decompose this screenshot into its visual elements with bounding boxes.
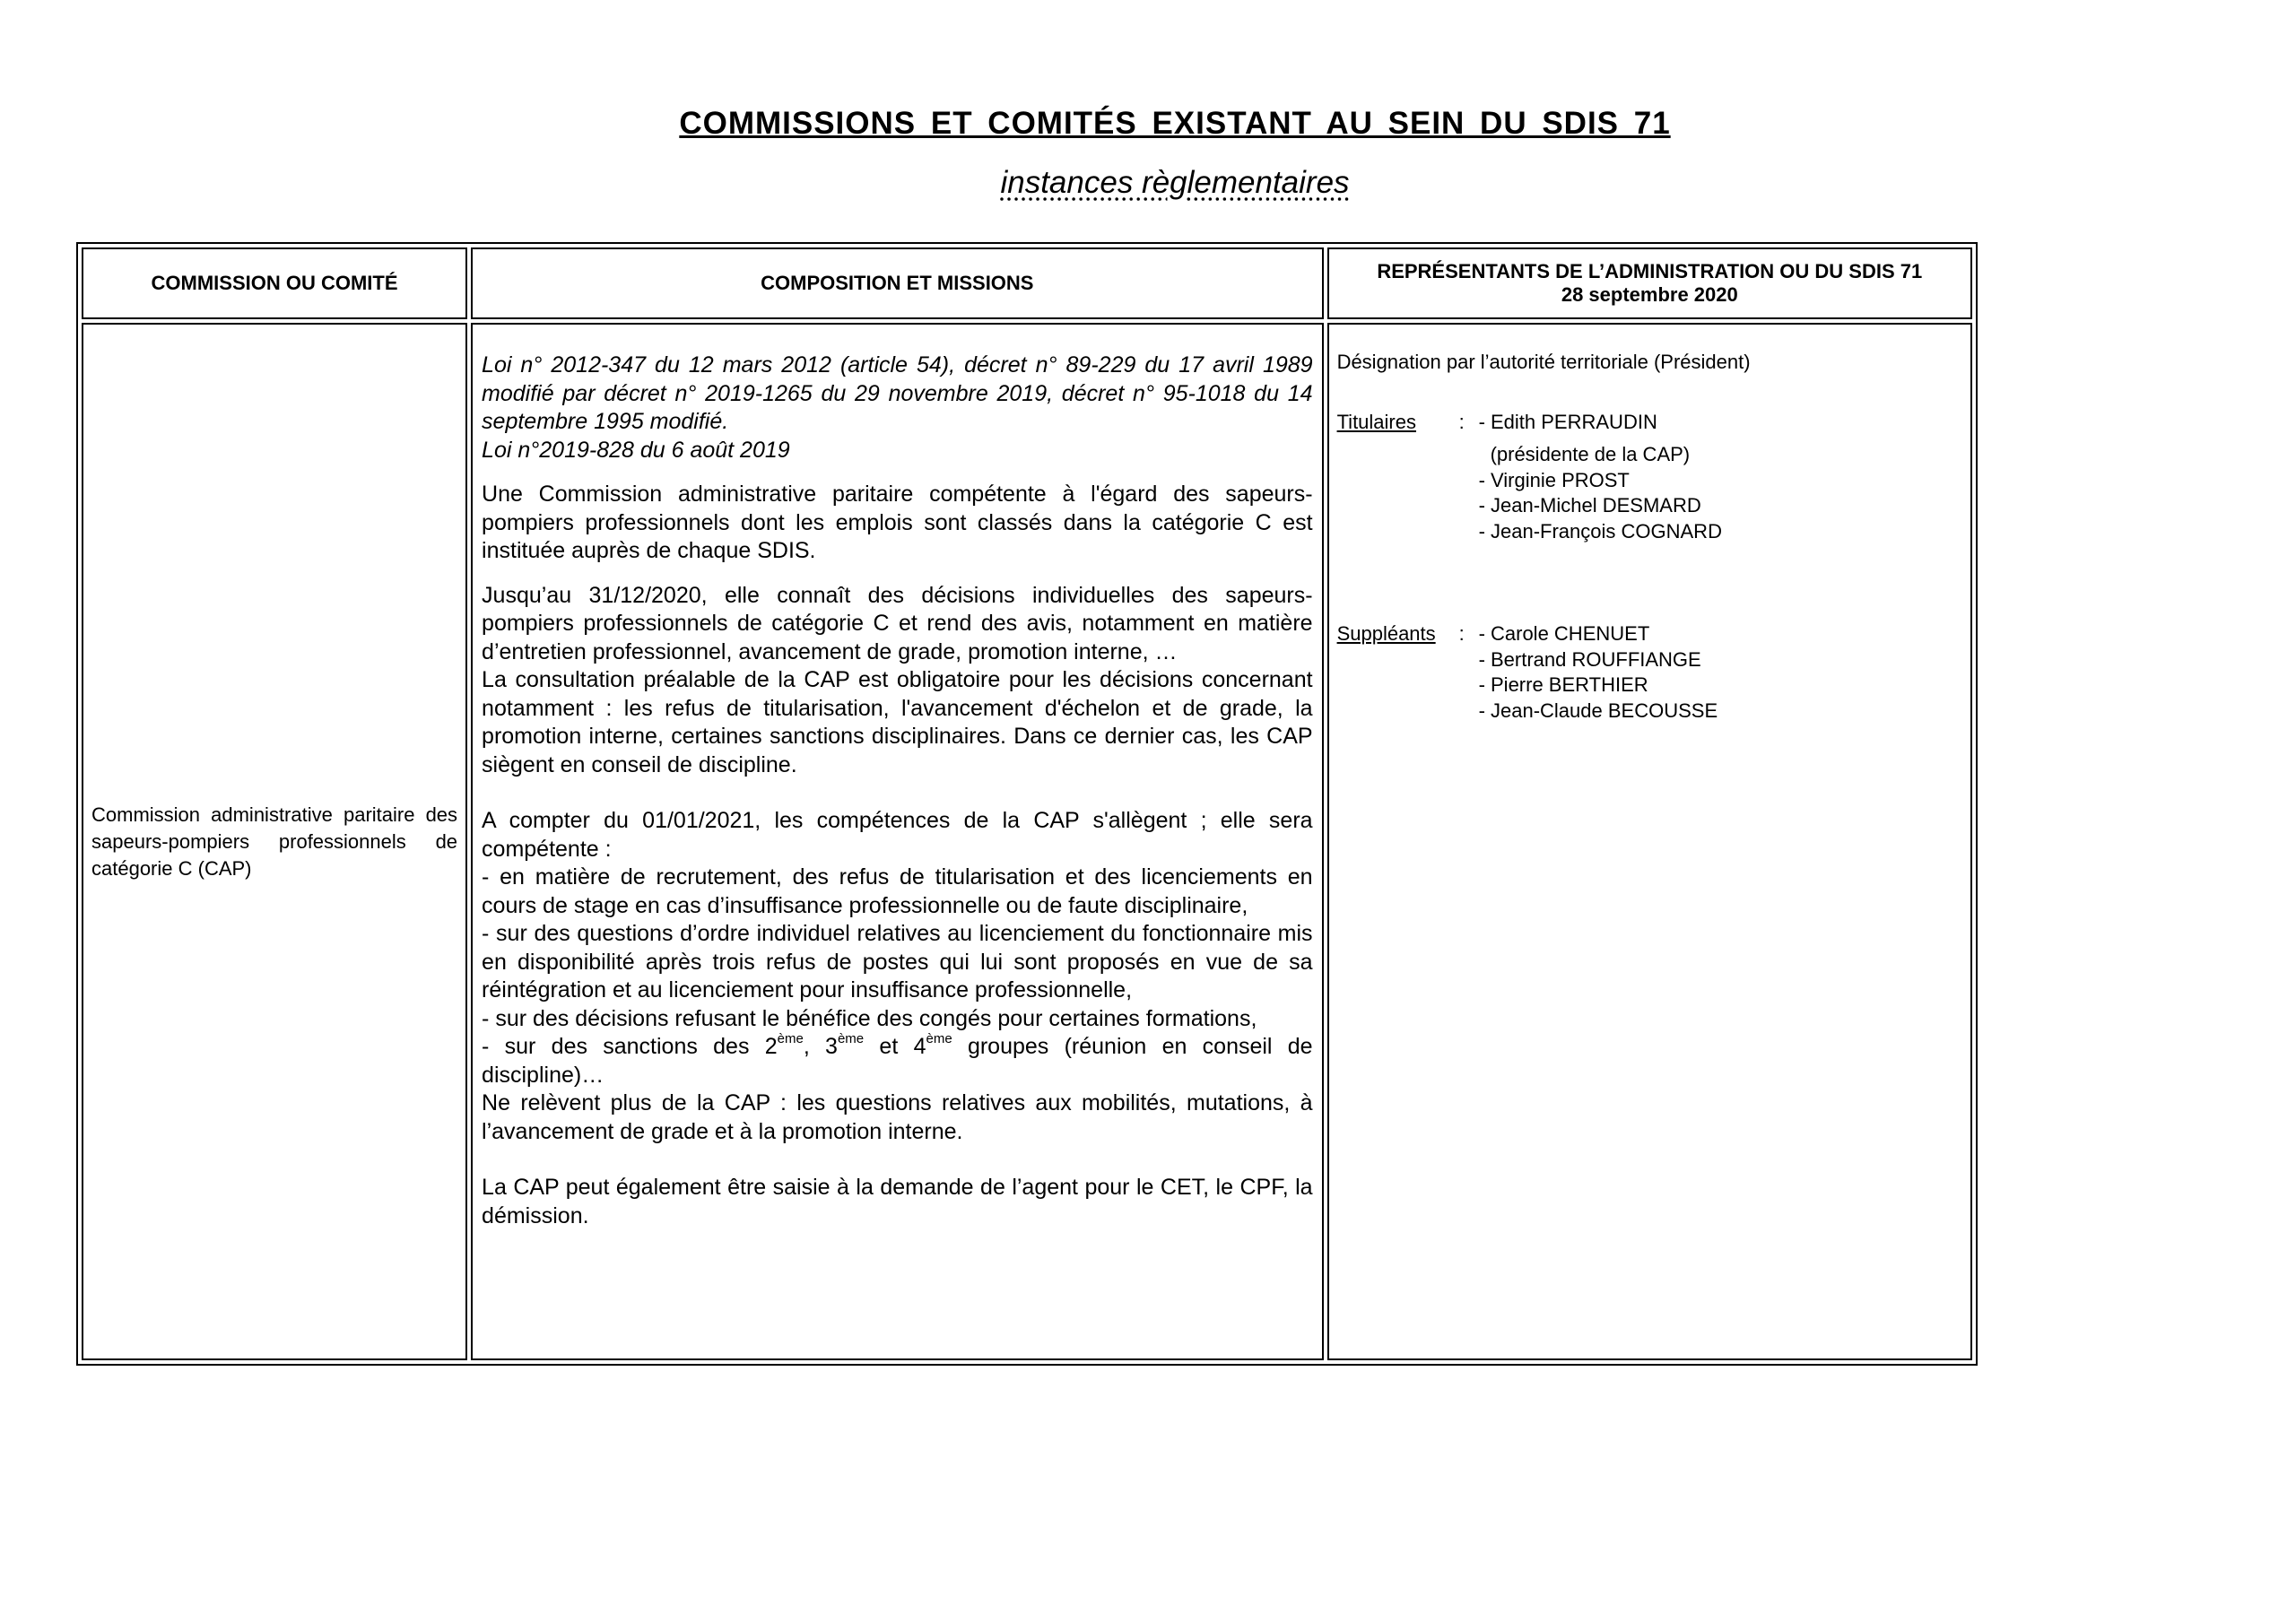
law-2019: Loi n°2019-828 du 6 août 2019 bbox=[482, 437, 790, 463]
header-representatives-title: REPRÉSENTANTS DE L’ADMINISTRATION OU DU SDIS 71 bbox=[1377, 260, 1923, 282]
composition-paragraph-2: Jusqu’au 31/12/2020, elle connaît des décisions individuelles des sapeurs-pompiers professionnels de catégorie C et rend des avis, notamment en matière d’entretien professionnel, avancement de grade, promotion interne, … bbox=[482, 582, 1313, 664]
composition-paragraph-6: La CAP peut également être saisie à la demande de l’agent pour le CET, le CPF, la démission. bbox=[482, 1175, 1313, 1228]
suppleant-name: - Pierre BERTHIER bbox=[1478, 673, 1648, 696]
competence-item-3: - sur des décisions refusant le bénéfice des congés pour certaines formations, bbox=[482, 1005, 1257, 1031]
header-composition: COMPOSITION ET MISSIONS bbox=[471, 247, 1324, 319]
suppleant-name: - Carole CHENUET bbox=[1478, 622, 1650, 645]
composition-paragraph-5: Ne relèvent plus de la CAP : les questions relatives aux mobilités, mutations, à l’avancement de grade et à la promotion interne. bbox=[482, 1090, 1313, 1144]
header-representatives bbox=[1327, 247, 1972, 319]
law-references: Loi n° 2012-347 du 12 mars 2012 (article 54), décret n° 89-229 du 17 avril 1989 modifié par décret n° 2019-1265 du 29 novembre 2019, décret n° 95-1018 du 14 septembre 1995 modifié. bbox=[482, 352, 1313, 434]
superscript-eme-2: ème bbox=[837, 1031, 865, 1046]
titulaire-name: - Jean-François COGNARD bbox=[1478, 519, 1722, 542]
suppleants-list bbox=[1479, 621, 1718, 724]
competence-item-4-part-d: groupes (réunion en conseil de discipline)… bbox=[482, 1034, 1313, 1088]
competence-item-2: - sur des questions d’ordre individuel relatives au licenciement du fonctionnaire mis en disponibilité après trois refus de postes qui lui sont proposés en vue de sa réintégration et au licenciement pour insuffisance professionnelle, bbox=[482, 921, 1313, 1002]
composition-cell bbox=[471, 323, 1324, 1360]
competence-item-4-part-a: - sur des sanctions des 2 bbox=[482, 1034, 778, 1059]
composition-paragraph-1: Une Commission administrative paritaire compétente à l'égard des sapeurs-pompiers professionnels dont les emplois sont classés dans la catégorie C est instituée auprès de chaque SDIS. bbox=[482, 482, 1313, 563]
competence-item-4 bbox=[482, 1033, 1313, 1089]
superscript-eme-1: ème bbox=[777, 1031, 804, 1046]
competence-item-4-part-b: , 3 bbox=[803, 1034, 838, 1059]
table-header-row bbox=[82, 247, 1972, 319]
superscript-eme-3: ème bbox=[926, 1031, 952, 1046]
composition-paragraph-3: La consultation préalable de la CAP est obligatoire pour les décisions concernant notamment : les refus de titularisation, l'avancement d'échelon et de grade, la promotion interne, certaines sanctions disciplinaires. Dans ce dernier cas, les CAP siègent en conseil de discipline. bbox=[482, 667, 1313, 777]
suppleants-colon: : bbox=[1458, 622, 1465, 645]
page-subtitle bbox=[0, 165, 2296, 201]
titulaires-label: Titulaires bbox=[1336, 410, 1416, 433]
commissions-table bbox=[76, 242, 1978, 1366]
commission-name-cell bbox=[82, 323, 467, 1360]
titulaire-name: - Edith PERRAUDIN bbox=[1478, 410, 1657, 433]
suppleant-name: - Jean-Claude BECOUSSE bbox=[1478, 699, 1718, 722]
titulaire-name: - Jean-Michel DESMARD bbox=[1478, 494, 1701, 516]
suppleants-label: Suppléants bbox=[1336, 622, 1436, 645]
commission-name: Commission administrative paritaire des sapeurs-pompiers professionnels de catégorie C (CAP) bbox=[91, 803, 458, 880]
page-subtitle-text: instances règlementaires bbox=[1000, 165, 1350, 200]
titulaires-colon: : bbox=[1458, 410, 1465, 433]
suppleants-group bbox=[1337, 621, 1962, 724]
header-representatives-date: 28 septembre 2020 bbox=[1561, 283, 1738, 306]
titulaire-name: - Virginie PROST bbox=[1478, 468, 1630, 491]
suppleant-name: - Bertrand ROUFFIANGE bbox=[1478, 647, 1701, 671]
designation-text: Désignation par l’autorité territoriale (Président) bbox=[1336, 351, 1751, 373]
competence-item-1: - en matière de recrutement, des refus de titularisation et des licenciements en cours de stage en cas d’insuffisance professionnelle ou de faute disciplinaire, bbox=[482, 864, 1313, 918]
titulaires-group bbox=[1337, 410, 1962, 545]
page-title: COMMISSIONS ET COMITÉS EXISTANT AU SEIN DU SDIS 71 bbox=[679, 106, 1671, 141]
competence-item-4-part-c: et 4 bbox=[864, 1034, 926, 1059]
header-commission: COMMISSION OU COMITÉ bbox=[82, 247, 467, 319]
composition-paragraph-4: A compter du 01/01/2021, les compétences de la CAP s'allègent ; elle sera compétente : bbox=[482, 808, 1313, 862]
titulaire-role-note: (présidente de la CAP) bbox=[1490, 443, 1691, 465]
titulaires-list bbox=[1479, 410, 1722, 545]
representatives-cell bbox=[1327, 323, 1972, 1360]
table-row bbox=[82, 323, 1972, 1360]
